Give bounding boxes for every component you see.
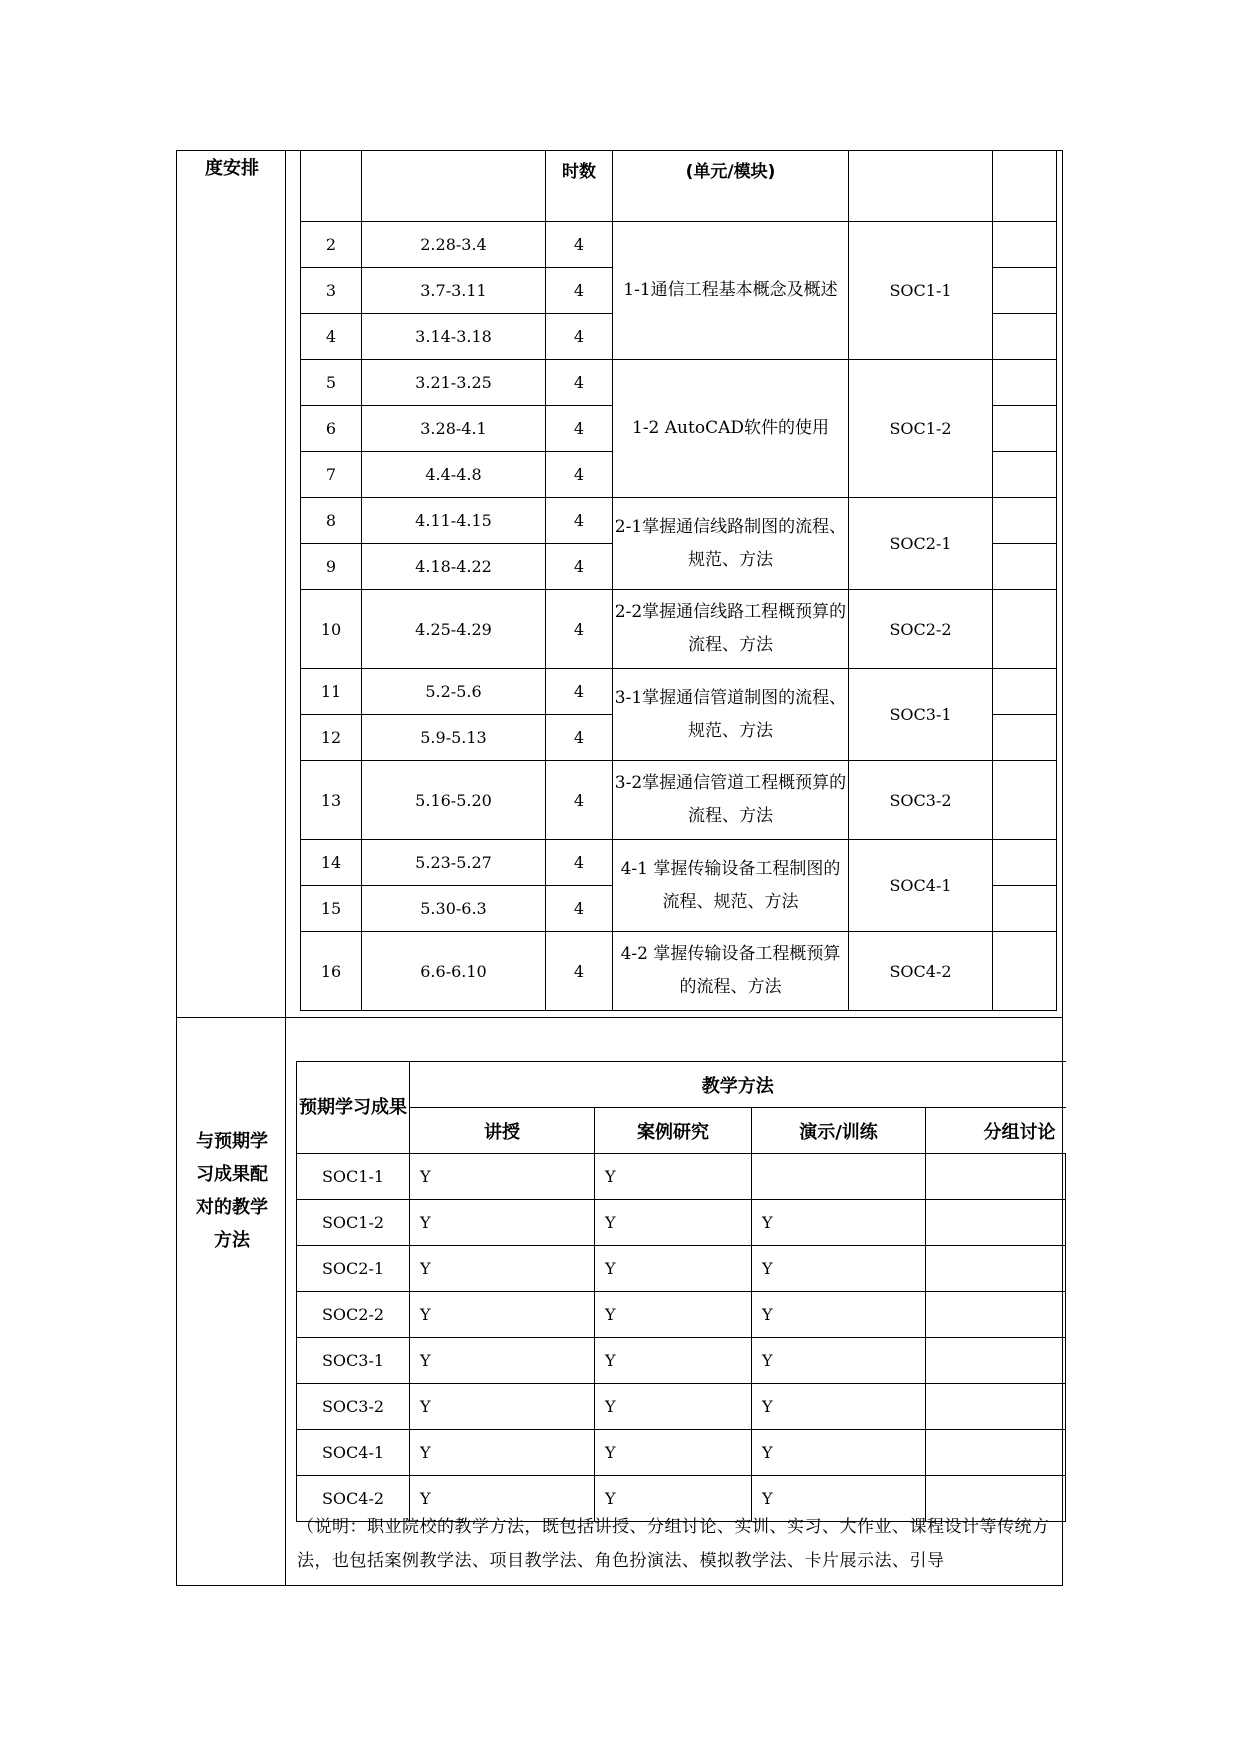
outcome-cell: SOC3-2 — [297, 1384, 410, 1430]
date-cell: 4.25-4.29 — [362, 590, 546, 669]
week-cell: 14 — [301, 840, 362, 886]
hours-cell: 4 — [546, 268, 613, 314]
unit-header: (单元/模块) — [613, 151, 849, 222]
table-row — [297, 1200, 1066, 1246]
extra-cell — [993, 406, 1057, 452]
date-cell: 5.9-5.13 — [362, 715, 546, 761]
outcome-cell: SOC4-1 — [849, 840, 993, 932]
outcome-cell: SOC4-2 — [297, 1476, 410, 1522]
methods-group-header: 教学方法 — [410, 1062, 1066, 1108]
week-cell: 8 — [301, 498, 362, 544]
date-cell: 5.30-6.3 — [362, 886, 546, 932]
week-cell: 13 — [301, 761, 362, 840]
table-row — [297, 1430, 1066, 1476]
unit-cell: 1-1通信工程基本概念及概述 — [613, 222, 849, 360]
group-cell — [926, 1200, 1066, 1246]
date-cell: 2.28-3.4 — [362, 222, 546, 268]
outcome-cell: SOC1-1 — [849, 222, 993, 360]
date-cell: 3.21-3.25 — [362, 360, 546, 406]
unit-cell: 4-1 掌握传输设备工程制图的流程、规范、方法 — [613, 840, 849, 932]
unit-cell: 2-1掌握通信线路制图的流程、规范、方法 — [613, 498, 849, 590]
week-header-cell — [301, 151, 362, 222]
case-cell: Y — [595, 1338, 752, 1384]
date-cell: 3.14-3.18 — [362, 314, 546, 360]
table-row — [301, 360, 1057, 406]
outcome-cell: SOC1-1 — [297, 1154, 410, 1200]
demo-cell: Y — [752, 1338, 926, 1384]
extra-cell — [993, 932, 1057, 1011]
demo-cell: Y — [752, 1430, 926, 1476]
date-cell: 3.28-4.1 — [362, 406, 546, 452]
case-cell: Y — [595, 1384, 752, 1430]
extra-header-cell — [993, 151, 1057, 222]
case-cell: Y — [595, 1200, 752, 1246]
unit-cell: 3-1掌握通信管道制图的流程、规范、方法 — [613, 669, 849, 761]
week-cell: 6 — [301, 406, 362, 452]
table-row — [297, 1384, 1066, 1430]
table-row — [301, 932, 1057, 1011]
week-cell: 4 — [301, 314, 362, 360]
extra-cell — [993, 840, 1057, 886]
date-cell: 4.18-4.22 — [362, 544, 546, 590]
outcome-cell: SOC3-1 — [297, 1338, 410, 1384]
section-divider — [176, 1017, 1063, 1018]
group-cell — [926, 1430, 1066, 1476]
hours-cell: 4 — [546, 360, 613, 406]
extra-cell — [993, 544, 1057, 590]
lecture-header: 讲授 — [410, 1108, 595, 1154]
hours-cell: 4 — [546, 590, 613, 669]
group-cell — [926, 1154, 1066, 1200]
hours-cell: 4 — [546, 886, 613, 932]
week-cell: 11 — [301, 669, 362, 715]
methods-section-label: 与预期学习成果配对的教学方法 — [196, 1131, 268, 1251]
date-cell: 4.11-4.15 — [362, 498, 546, 544]
unit-cell: 2-2掌握通信线路工程概预算的流程、方法 — [613, 590, 849, 669]
outcome-cell: SOC3-2 — [849, 761, 993, 840]
hours-cell: 4 — [546, 840, 613, 886]
lecture-cell: Y — [410, 1246, 595, 1292]
extra-cell — [993, 314, 1057, 360]
outcome-cell: SOC3-1 — [849, 669, 993, 761]
table-row — [301, 590, 1057, 669]
table-row — [301, 840, 1057, 886]
outcome-cell: SOC1-2 — [849, 360, 993, 498]
week-cell: 3 — [301, 268, 362, 314]
unit-cell: 3-2掌握通信管道工程概预算的流程、方法 — [613, 761, 849, 840]
demo-cell: Y — [752, 1292, 926, 1338]
group-cell — [926, 1384, 1066, 1430]
date-cell: 3.7-3.11 — [362, 268, 546, 314]
hours-cell: 4 — [546, 669, 613, 715]
date-cell: 4.4-4.8 — [362, 452, 546, 498]
table-row — [297, 1338, 1066, 1384]
outcome-cell: SOC2-1 — [849, 498, 993, 590]
week-cell: 9 — [301, 544, 362, 590]
demo-cell: Y — [752, 1476, 926, 1522]
lecture-cell: Y — [410, 1476, 595, 1522]
case-cell: Y — [595, 1292, 752, 1338]
week-cell: 15 — [301, 886, 362, 932]
outcome-cell: SOC4-1 — [297, 1430, 410, 1476]
date-cell: 5.23-5.27 — [362, 840, 546, 886]
hours-cell: 4 — [546, 314, 613, 360]
schedule-section-label: 度安排 — [205, 158, 259, 179]
extra-cell — [993, 360, 1057, 406]
demo-cell: Y — [752, 1246, 926, 1292]
demo-cell — [752, 1154, 926, 1200]
case-cell: Y — [595, 1246, 752, 1292]
outcome-header-cell — [849, 151, 993, 222]
extra-cell — [993, 498, 1057, 544]
week-cell: 2 — [301, 222, 362, 268]
hours-cell: 4 — [546, 452, 613, 498]
table-row — [301, 669, 1057, 715]
demo-training-header: 演示/训练 — [752, 1108, 926, 1154]
outcome-cell: SOC2-2 — [849, 590, 993, 669]
demo-cell: Y — [752, 1200, 926, 1246]
label-column-divider — [285, 150, 286, 1586]
hours-cell: 4 — [546, 544, 613, 590]
outcome-cell: SOC4-2 — [849, 932, 993, 1011]
lecture-cell: Y — [410, 1430, 595, 1476]
group-cell — [926, 1292, 1066, 1338]
table-row — [301, 761, 1057, 840]
outcome-cell: SOC2-2 — [297, 1292, 410, 1338]
lecture-cell: Y — [410, 1200, 595, 1246]
extra-cell — [993, 669, 1057, 715]
date-cell: 5.16-5.20 — [362, 761, 546, 840]
schedule-header-row — [301, 151, 1057, 222]
week-cell: 12 — [301, 715, 362, 761]
hours-cell: 4 — [546, 498, 613, 544]
week-cell: 7 — [301, 452, 362, 498]
week-cell: 10 — [301, 590, 362, 669]
hours-cell: 4 — [546, 932, 613, 1011]
table-row — [297, 1292, 1066, 1338]
group-cell — [926, 1246, 1066, 1292]
case-cell: Y — [595, 1154, 752, 1200]
outcome-cell: SOC2-1 — [297, 1246, 410, 1292]
case-study-header: 案例研究 — [595, 1108, 752, 1154]
extra-cell — [993, 715, 1057, 761]
date-cell: 5.2-5.6 — [362, 669, 546, 715]
table-row — [297, 1154, 1066, 1200]
extra-cell — [993, 761, 1057, 840]
week-cell: 16 — [301, 932, 362, 1011]
extra-cell — [993, 222, 1057, 268]
group-discussion-header: 分组讨论 — [926, 1108, 1066, 1154]
lecture-cell: Y — [410, 1154, 595, 1200]
methods-table — [296, 1061, 1066, 1522]
methods-note: （说明：职业院校的教学方法，既包括讲授、分组讨论、实训、实习、大作业、课程设计等传统方法，也包括案例教学法、项目教学法、角色扮演法、模拟教学法、卡片展示法、引导 — [297, 1517, 1050, 1571]
hours-cell: 4 — [546, 761, 613, 840]
outcome-cell: SOC1-2 — [297, 1200, 410, 1246]
lecture-cell: Y — [410, 1384, 595, 1430]
hours-header: 时数 — [546, 151, 613, 222]
table-row — [301, 222, 1057, 268]
week-cell: 5 — [301, 360, 362, 406]
demo-cell: Y — [752, 1384, 926, 1430]
table-row — [297, 1246, 1066, 1292]
group-cell — [926, 1338, 1066, 1384]
lecture-cell: Y — [410, 1338, 595, 1384]
schedule-table — [300, 150, 1057, 1011]
hours-cell: 4 — [546, 222, 613, 268]
hours-cell: 4 — [546, 715, 613, 761]
extra-cell — [993, 590, 1057, 669]
case-cell: Y — [595, 1476, 752, 1522]
methods-subheader-row — [297, 1108, 1066, 1154]
extra-cell — [993, 452, 1057, 498]
date-header-cell — [362, 151, 546, 222]
case-cell: Y — [595, 1430, 752, 1476]
lecture-cell: Y — [410, 1292, 595, 1338]
unit-cell: 4-2 掌握传输设备工程概预算的流程、方法 — [613, 932, 849, 1011]
unit-cell: 1-2 AutoCAD软件的使用 — [613, 360, 849, 498]
extra-cell — [993, 268, 1057, 314]
extra-cell — [993, 886, 1057, 932]
table-row — [301, 498, 1057, 544]
date-cell: 6.6-6.10 — [362, 932, 546, 1011]
hours-cell: 4 — [546, 406, 613, 452]
methods-header-row — [297, 1062, 1066, 1108]
outcome-column-header: 预期学习成果 — [297, 1062, 410, 1154]
